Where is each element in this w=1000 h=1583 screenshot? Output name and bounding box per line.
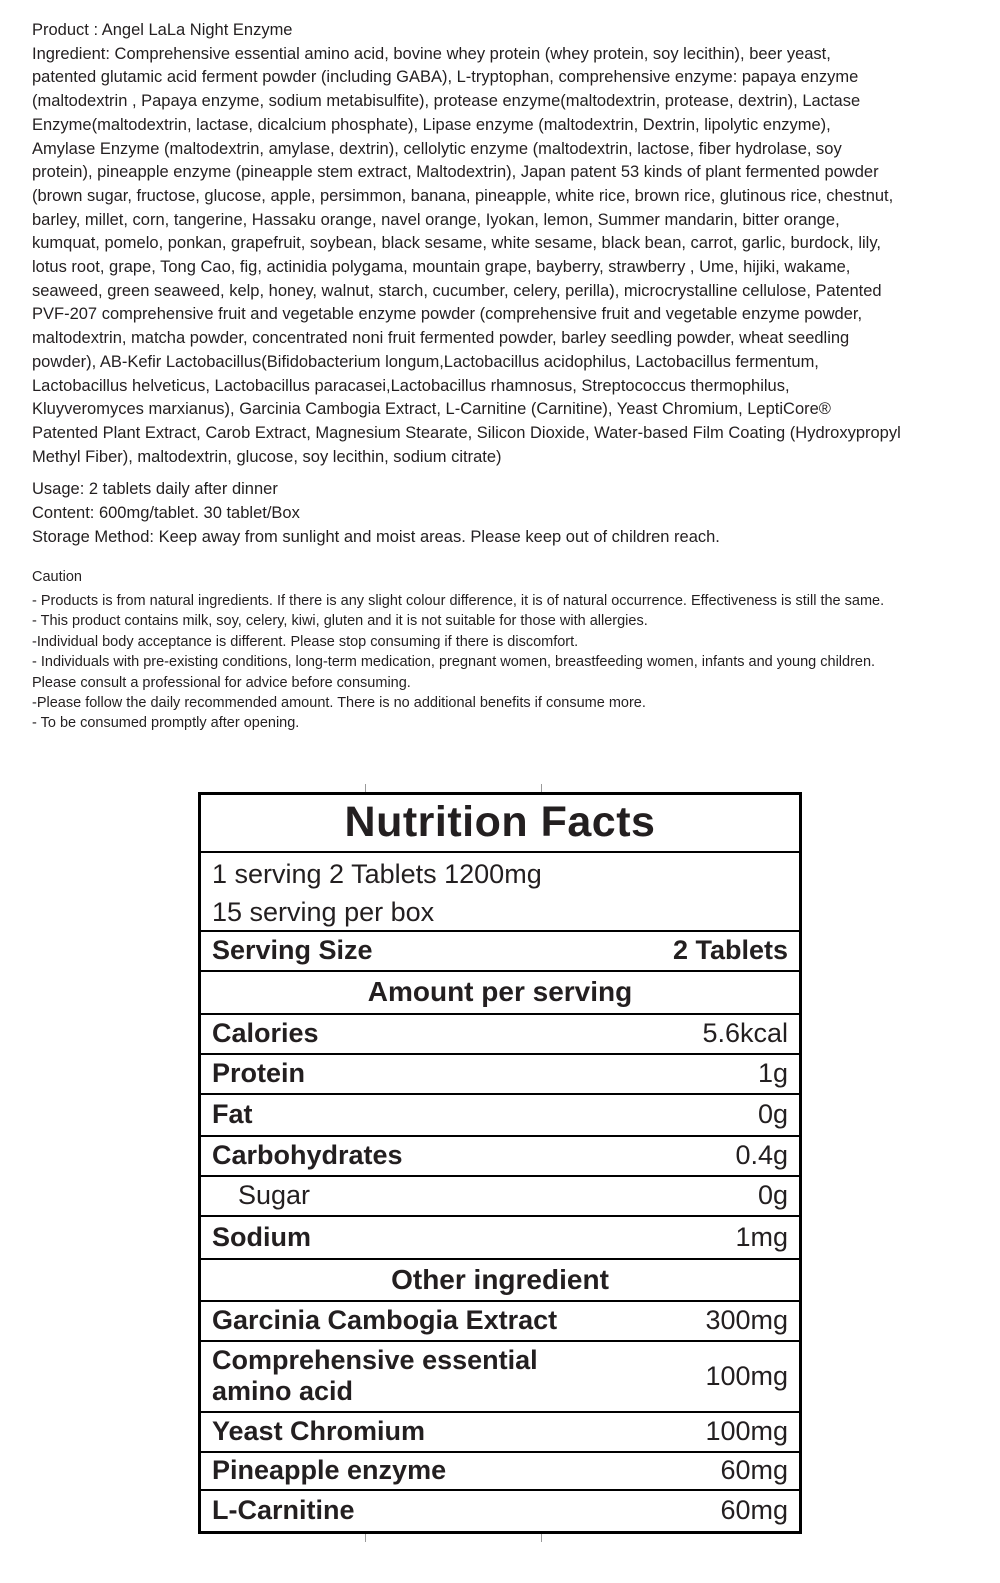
nutrient-row-sugar xyxy=(201,1175,799,1215)
ingredient-line: protein), pineapple enzyme (pineapple stem extract, Maltodextrin), Japan patent 53 kinds of plant fermented powder xyxy=(32,163,879,182)
ingredient-line: kumquat, pomelo, ponkan, grapefruit, soybean, black sesame, white sesame, black bean, carrot, garlic, burdock, lily, xyxy=(32,234,881,253)
other-row-pineapple-enzyme xyxy=(201,1451,799,1489)
nutrient-label: Fat xyxy=(212,1099,253,1130)
nutrient-row-calories xyxy=(201,1013,799,1053)
nutrient-label: Sodium xyxy=(212,1221,311,1252)
ingredient-label: Pineapple enzyme xyxy=(212,1455,447,1486)
other-row-yeast-chromium xyxy=(201,1411,799,1451)
ingredient-line: powder), AB-Kefir Lactobacillus(Bifidobacterium longum,Lactobacillus acidophilus, Lactobacillus fermentum, xyxy=(32,352,819,371)
amount-per-serving-header: Amount per serving xyxy=(201,970,799,1013)
ingredient-label: Yeast Chromium xyxy=(212,1416,426,1447)
ingredient-line: Methyl Fiber), maltodextrin, glucose, soy lecithin, sodium citrate) xyxy=(32,447,502,466)
other-row-garcinia xyxy=(201,1300,799,1340)
nutrient-row-carbohydrates xyxy=(201,1135,799,1175)
nutrient-value: 0g xyxy=(757,1180,788,1211)
ingredient-line: patented glutamic acid ferment powder (including GABA), L-tryptophan, comprehensive enzyme: papaya enzyme xyxy=(32,68,859,87)
ingredient-line: PVF-207 comprehensive fruit and vegetable enzyme powder (comprehensive fruit and vegetable enzyme powder, xyxy=(32,305,863,324)
nutrient-row-sodium xyxy=(201,1215,799,1258)
ingredient-label: L-Carnitine xyxy=(212,1495,355,1526)
ingredient-paragraph xyxy=(32,43,970,470)
nutrient-value: 0.4g xyxy=(735,1140,788,1171)
caution-line: -Please follow the daily recommended amount. There is no additional benefits if consume more. xyxy=(32,694,646,711)
ingredient-line: Lactobacillus helveticus, Lactobacillus paracasei,Lactobacillus rhamnosus, Streptococcus thermophilus, xyxy=(32,376,790,395)
nutrition-facts-title: Nutrition Facts xyxy=(344,798,656,847)
caution-line: - To be consumed promptly after opening. xyxy=(32,715,300,732)
ingredient-line: Ingredient: Comprehensive essential amino acid, bovine whey protein (whey protein, soy lecithin), beer yeast, xyxy=(32,44,831,63)
nutrient-row-fat xyxy=(201,1093,799,1135)
nutrient-label: Carbohydrates xyxy=(212,1140,403,1171)
usage-line: Storage Method: Keep away from sunlight and moist areas. Please keep out of children reach. xyxy=(32,527,720,546)
ingredient-line: maltodextrin, matcha powder, concentrated noni fruit fermented powder, barley seedling powder, wheat seedling xyxy=(32,329,850,348)
ingredient-value: 60mg xyxy=(720,1455,788,1486)
ingredient-value: 300mg xyxy=(705,1305,788,1336)
ingredient-line: Amylase Enzyme (maltodextrin, amylase, dextrin), cellolytic enzyme (maltodextrin, lactose, fiber hydrolase, soy xyxy=(32,139,842,158)
serving-size-label: Serving Size xyxy=(212,935,373,966)
ingredient-label: Comprehensive essential amino acid xyxy=(212,1345,538,1407)
ingredient-line: (maltodextrin , Papaya enzyme, sodium metabisulfite), protease enzyme(maltodextrin, protease, dextrin), Lactase xyxy=(32,92,861,111)
caution-line: -Individual body acceptance is different. Please stop consuming if there is discomfort. xyxy=(32,633,579,650)
nutrient-label: Calories xyxy=(212,1018,319,1049)
nutrient-label: Protein xyxy=(212,1058,306,1089)
ingredient-label: Garcinia Cambogia Extract xyxy=(212,1305,558,1336)
usage-line: Usage: 2 tablets daily after dinner xyxy=(32,480,278,499)
nutrient-label: Sugar xyxy=(238,1180,311,1211)
nutrient-value: 5.6kcal xyxy=(702,1018,788,1049)
nutrient-value: 1g xyxy=(757,1058,788,1089)
serving-info-line: 15 serving per box xyxy=(212,896,435,927)
nutrient-row-protein xyxy=(201,1053,799,1093)
ingredient-value: 100mg xyxy=(705,1416,788,1447)
caution-heading: Caution xyxy=(32,569,82,586)
caution-line: - Individuals with pre-existing conditions, long-term medication, pregnant women, breastfeeding women, infants and young children. xyxy=(32,654,876,671)
caution-line: Please consult a professional for advice before consuming. xyxy=(32,674,411,691)
column-tick-mark xyxy=(365,784,366,792)
serving-size-row xyxy=(201,930,799,970)
other-row-amino-acid xyxy=(201,1340,799,1411)
serving-info-line: 1 serving 2 Tablets 1200mg xyxy=(212,858,542,889)
caution-line: - This product contains milk, soy, celery, kiwi, gluten and it is not suitable for those with allergies. xyxy=(32,613,648,630)
nutrient-value: 0g xyxy=(757,1099,788,1130)
serving-info-row xyxy=(201,851,799,930)
column-tick-mark xyxy=(541,784,542,792)
column-tick-mark xyxy=(365,1534,366,1542)
ingredient-line: seaweed, green seaweed, kelp, honey, walnut, starch, cucumber, celery, perilla), microcrystalline cellulose, Patented xyxy=(32,281,882,300)
usage-block xyxy=(32,478,970,549)
usage-line: Content: 600mg/tablet. 30 tablet/Box xyxy=(32,504,300,523)
ingredient-line: lotus root, grape, Tong Cao, fig, actinidia polygama, mountain grape, bayberry, strawberry , Ume, hijiki, wakame, xyxy=(32,258,851,277)
ingredient-value: 60mg xyxy=(720,1495,788,1526)
column-tick-mark xyxy=(541,1534,542,1542)
ingredient-line: Kluyveromyces marxianus), Garcinia Cambogia Extract, L-Carnitine (Carnitine), Yeast Chromium, LeptiCore® xyxy=(32,400,831,419)
other-ingredient-header: Other ingredient xyxy=(201,1258,799,1300)
nutrient-value: 1mg xyxy=(735,1221,788,1252)
product-title: Product : Angel LaLa Night Enzyme xyxy=(32,21,293,39)
ingredient-value: 100mg xyxy=(705,1360,788,1391)
ingredient-line: barley, millet, corn, tangerine, Hassaku orange, navel orange, Iyokan, lemon, Summer mandarin, bitter orange, xyxy=(32,210,840,229)
ingredient-line: (brown sugar, fructose, glucose, apple, persimmon, banana, pineapple, white rice, brown rice, glutinous rice, chestnut, xyxy=(32,186,894,205)
caution-line: - Products is from natural ingredients. If there is any slight colour difference, it is of natural occurrence. Effectiveness is still the same. xyxy=(32,592,885,609)
nutrition-facts-table xyxy=(198,792,802,1534)
ingredient-line: Enzyme(maltodextrin, lactase, dicalcium phosphate), Lipase enzyme (maltodextrin, Dextrin, lipolytic enzyme), xyxy=(32,115,831,134)
ingredient-line: Patented Plant Extract, Carob Extract, Magnesium Stearate, Silicon Dioxide, Water-based Film Coating (Hydroxypropyl xyxy=(32,423,901,442)
other-row-l-carnitine xyxy=(201,1489,799,1531)
serving-size-value: 2 Tablets xyxy=(672,935,788,966)
caution-block xyxy=(32,591,970,734)
